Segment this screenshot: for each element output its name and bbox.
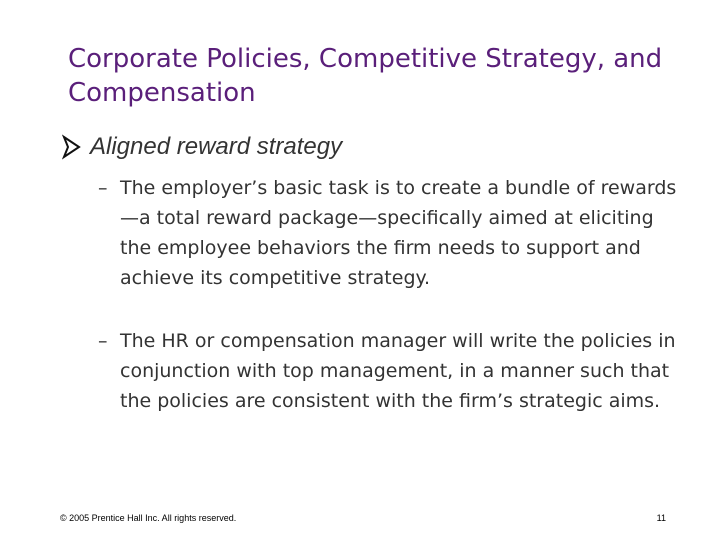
- page-number: 11: [656, 513, 666, 523]
- sub-bullet-dash: –: [98, 177, 108, 199]
- copyright-footer: © 2005 Prentice Hall Inc. All rights reserved.: [60, 513, 237, 523]
- sub-bullet-1: [98, 173, 688, 293]
- main-bullet: [62, 133, 342, 161]
- sub-bullet-text: The employer’s basic task is to create a bundle of rewards—a total reward package—specifically aimed at eliciting the employee behaviors the firm needs to support and achieve its competitive strategy.: [120, 177, 677, 289]
- sub-bullet-2: [98, 326, 688, 416]
- arrow-bullet-icon: [62, 134, 82, 160]
- sub-bullet-text: The HR or compensation manager will write the policies in conjunction with top management, in a manner such that the policies are consistent with the firm’s strategic aims.: [120, 330, 676, 412]
- main-bullet-text: Aligned reward strategy: [90, 133, 343, 160]
- sub-bullet-dash: –: [98, 330, 108, 352]
- slide-title: Corporate Policies, Competitive Strategy, and Compensation: [68, 44, 663, 108]
